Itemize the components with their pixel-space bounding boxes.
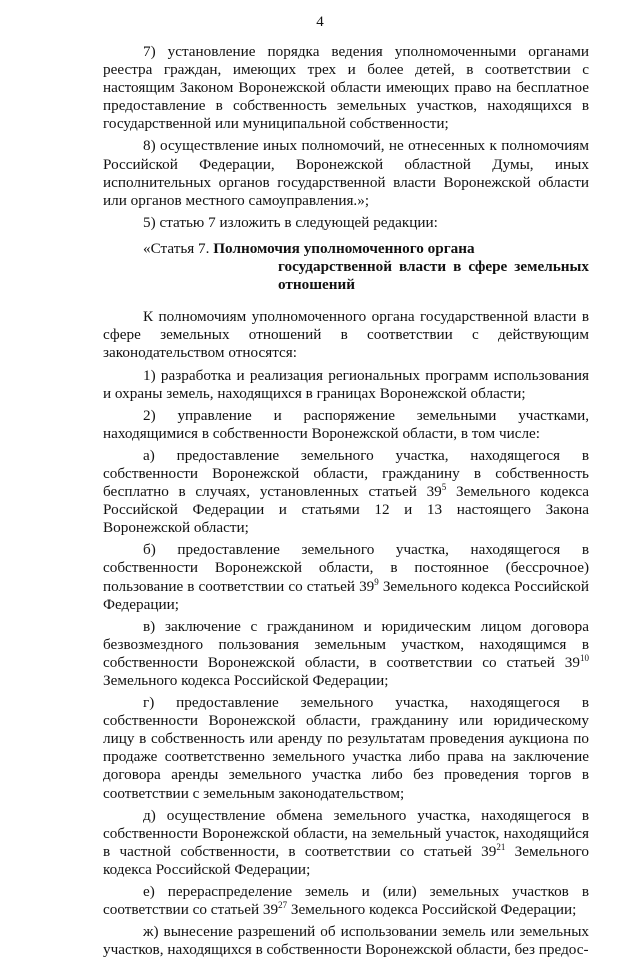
paragraph-item-a: а) предоставление земельного участка, находящегося в собственности Воронежской области, гражданину в собственность бесплатно в случаях, установленных статьей $39^5$ Земельного кодекса Российской Федерации и статьями 12 и 13 настоящего Закона Воронежской области;: [103, 446, 589, 537]
paragraph-item-1: 1) разработка и реализация региональных программ использования и охраны земель, находящихся в границах Воронежской области;: [103, 366, 589, 402]
superscript: 21: [496, 841, 506, 852]
page-number: 4: [316, 14, 324, 30]
paragraph-item-7: 7) установление порядка ведения уполномоченными органами реестра граждан, имеющих трех и более детей, в соответствии с настоящим Законом Воронежской области имеющих право на бесплатное предоставление в собственность земельных участков, находящихся в государственной или муниципальной собственности;: [103, 43, 589, 133]
article-heading-line1: [103, 240, 589, 258]
paragraph-item-2: 2) управление и распоряжение земельными участками, находящимися в собственности Воронежской области, в том числе:: [103, 406, 589, 442]
superscript: 10: [580, 652, 589, 663]
superscript: 5: [441, 482, 447, 493]
superscript: 27: [278, 900, 288, 911]
paragraph-item-b: б) предоставление земельного участка, находящегося в собственности Воронежской области, в постоянное (бессрочное) пользование в соответствии со статьей $39^9$ Земельного кодекса Российской Федерации;: [103, 541, 590, 613]
paragraph-item-8: 8) осуществление иных полномочий, не отнесенных к полномочиям Российской Федерации, Воронежской областной Думы, иных исполнительных органов государственной власти Воронежской области или органов местного самоуправления.»;: [103, 137, 589, 209]
paragraph-amendment-5: 5) статью 7 изложить в следующей редакции:: [143, 213, 438, 231]
superscript: 9: [374, 576, 379, 587]
article-prefix: «Статья 7.: [143, 239, 210, 257]
article-title-line1: Полномочия уполномоченного органа: [213, 239, 475, 257]
paragraph-item-zh: ж) вынесение разрешений об использовании земель или земельных участков, находящихся в собственности Воронежской области, без предос-: [103, 923, 589, 959]
paragraph-item-d: д) осуществление обмена земельного участка, находящегося в собственности Воронежской области, на земельный участок, находящийся в частной собственности, в соответствии со статьей $39^{21}$ Земельного кодекса Российской Федерации;: [103, 806, 589, 878]
document-body: [103, 43, 589, 963]
article-title-line2: государственной власти в сфере земельных отношений: [278, 258, 589, 294]
paragraph-item-v: в) заключение с гражданином и юридическим лицом договора безвозмездного пользования земельным участком, находящимся в собственности Воронежской области, в соответствии со статьей $39^{10}$ Земельного кодекса Российской Федерации;: [103, 617, 589, 689]
paragraph-item-g: г) предоставление земельного участка, находящегося в собственности Воронежской области, гражданину или юридическому лицу в собственность или аренду по результатам проведения аукциона по продаже соответственно земельного участка либо права на заключение договора аренды земельного участка либо без проведения торгов в соответствии с земельным законодательством;: [103, 694, 589, 802]
article-heading: [103, 240, 589, 294]
paragraph-item-e: е) перераспределение земель и (или) земельных участков в соответствии со статьей $39^{27}$ Земельного кодекса Российской Федерации;: [103, 883, 589, 919]
paragraph-intro: К полномочиям уполномоченного органа государственной власти в сфере земельных отношений в соответствии с действующим законодательством относятся:: [103, 308, 589, 362]
